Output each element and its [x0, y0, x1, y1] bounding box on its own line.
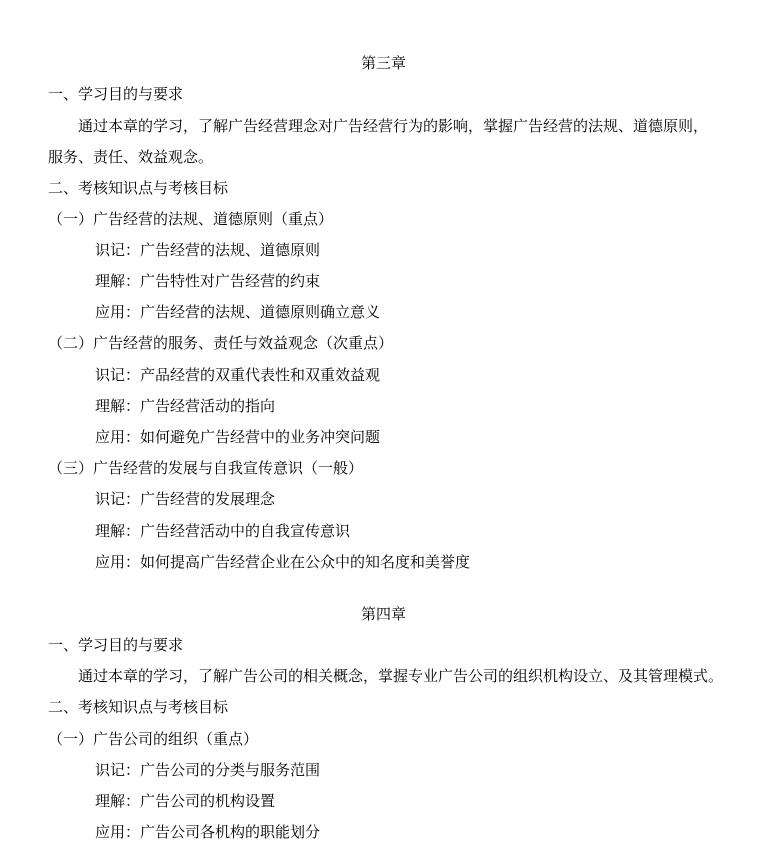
chapter3-subsection-3-item: 应用：如何提高广告经营企业在公众中的知名度和美誉度: [95, 553, 471, 571]
chapter3-subsection-1-item: 识记：广告经营的法规、道德原则: [95, 241, 321, 259]
chapter4-objectives-heading: 一、学习目的与要求: [48, 636, 184, 654]
chapter4-subsection-1-item: 应用：广告公司各机构的职能划分: [95, 823, 321, 841]
chapter3-subsection-1-heading: （一）广告经营的法规、道德原则（重点）: [48, 210, 334, 228]
chapter3-objectives-text-cont: 服务、责任、效益观念。: [48, 148, 214, 166]
chapter3-title: 第三章: [360, 54, 406, 72]
chapter3-subsection-3-item: 理解：广告经营活动中的自我宣传意识: [95, 522, 351, 540]
chapter3-subsection-2-heading: （二）广告经营的服务、责任与效益观念（次重点）: [48, 334, 394, 352]
chapter3-objectives-text: 通过本章的学习，了解广告经营理念对广告经营行为的影响，掌握广告经营的法规、道德原则，: [78, 117, 709, 135]
chapter3-subsection-2-item: 理解：广告经营活动的指向: [95, 397, 276, 415]
chapter4-subsection-1-item: 识记：广告公司的分类与服务范围: [95, 761, 321, 779]
chapter4-title: 第四章: [360, 605, 406, 623]
chapter3-knowledge-heading: 二、考核知识点与考核目标: [48, 179, 229, 197]
chapter3-subsection-3-item: 识记：广告经营的发展理念: [95, 490, 276, 508]
chapter4-subsection-1-item: 理解：广告公司的机构设置: [95, 792, 276, 810]
chapter3-subsection-1-item: 理解：广告特性对广告经营的约束: [95, 272, 321, 290]
chapter3-subsection-3-heading: （三）广告经营的发展与自我宣传意识（一般）: [48, 459, 364, 477]
chapter3-subsection-2-item: 应用：如何避免广告经营中的业务冲突问题: [95, 428, 381, 446]
chapter3-objectives-heading: 一、学习目的与要求: [48, 85, 184, 103]
chapter4-knowledge-heading: 二、考核知识点与考核目标: [48, 698, 229, 716]
chapter4-subsection-1-heading: （一）广告公司的组织（重点）: [48, 730, 259, 748]
chapter3-subsection-2-item: 识记：产品经营的双重代表性和双重效益观: [95, 366, 381, 384]
chapter3-subsection-1-item: 应用：广告经营的法规、道德原则确立意义: [95, 303, 381, 321]
chapter4-objectives-text: 通过本章的学习，了解广告公司的相关概念，掌握专业广告公司的组织机构设立、及其管理模式。: [78, 667, 724, 685]
